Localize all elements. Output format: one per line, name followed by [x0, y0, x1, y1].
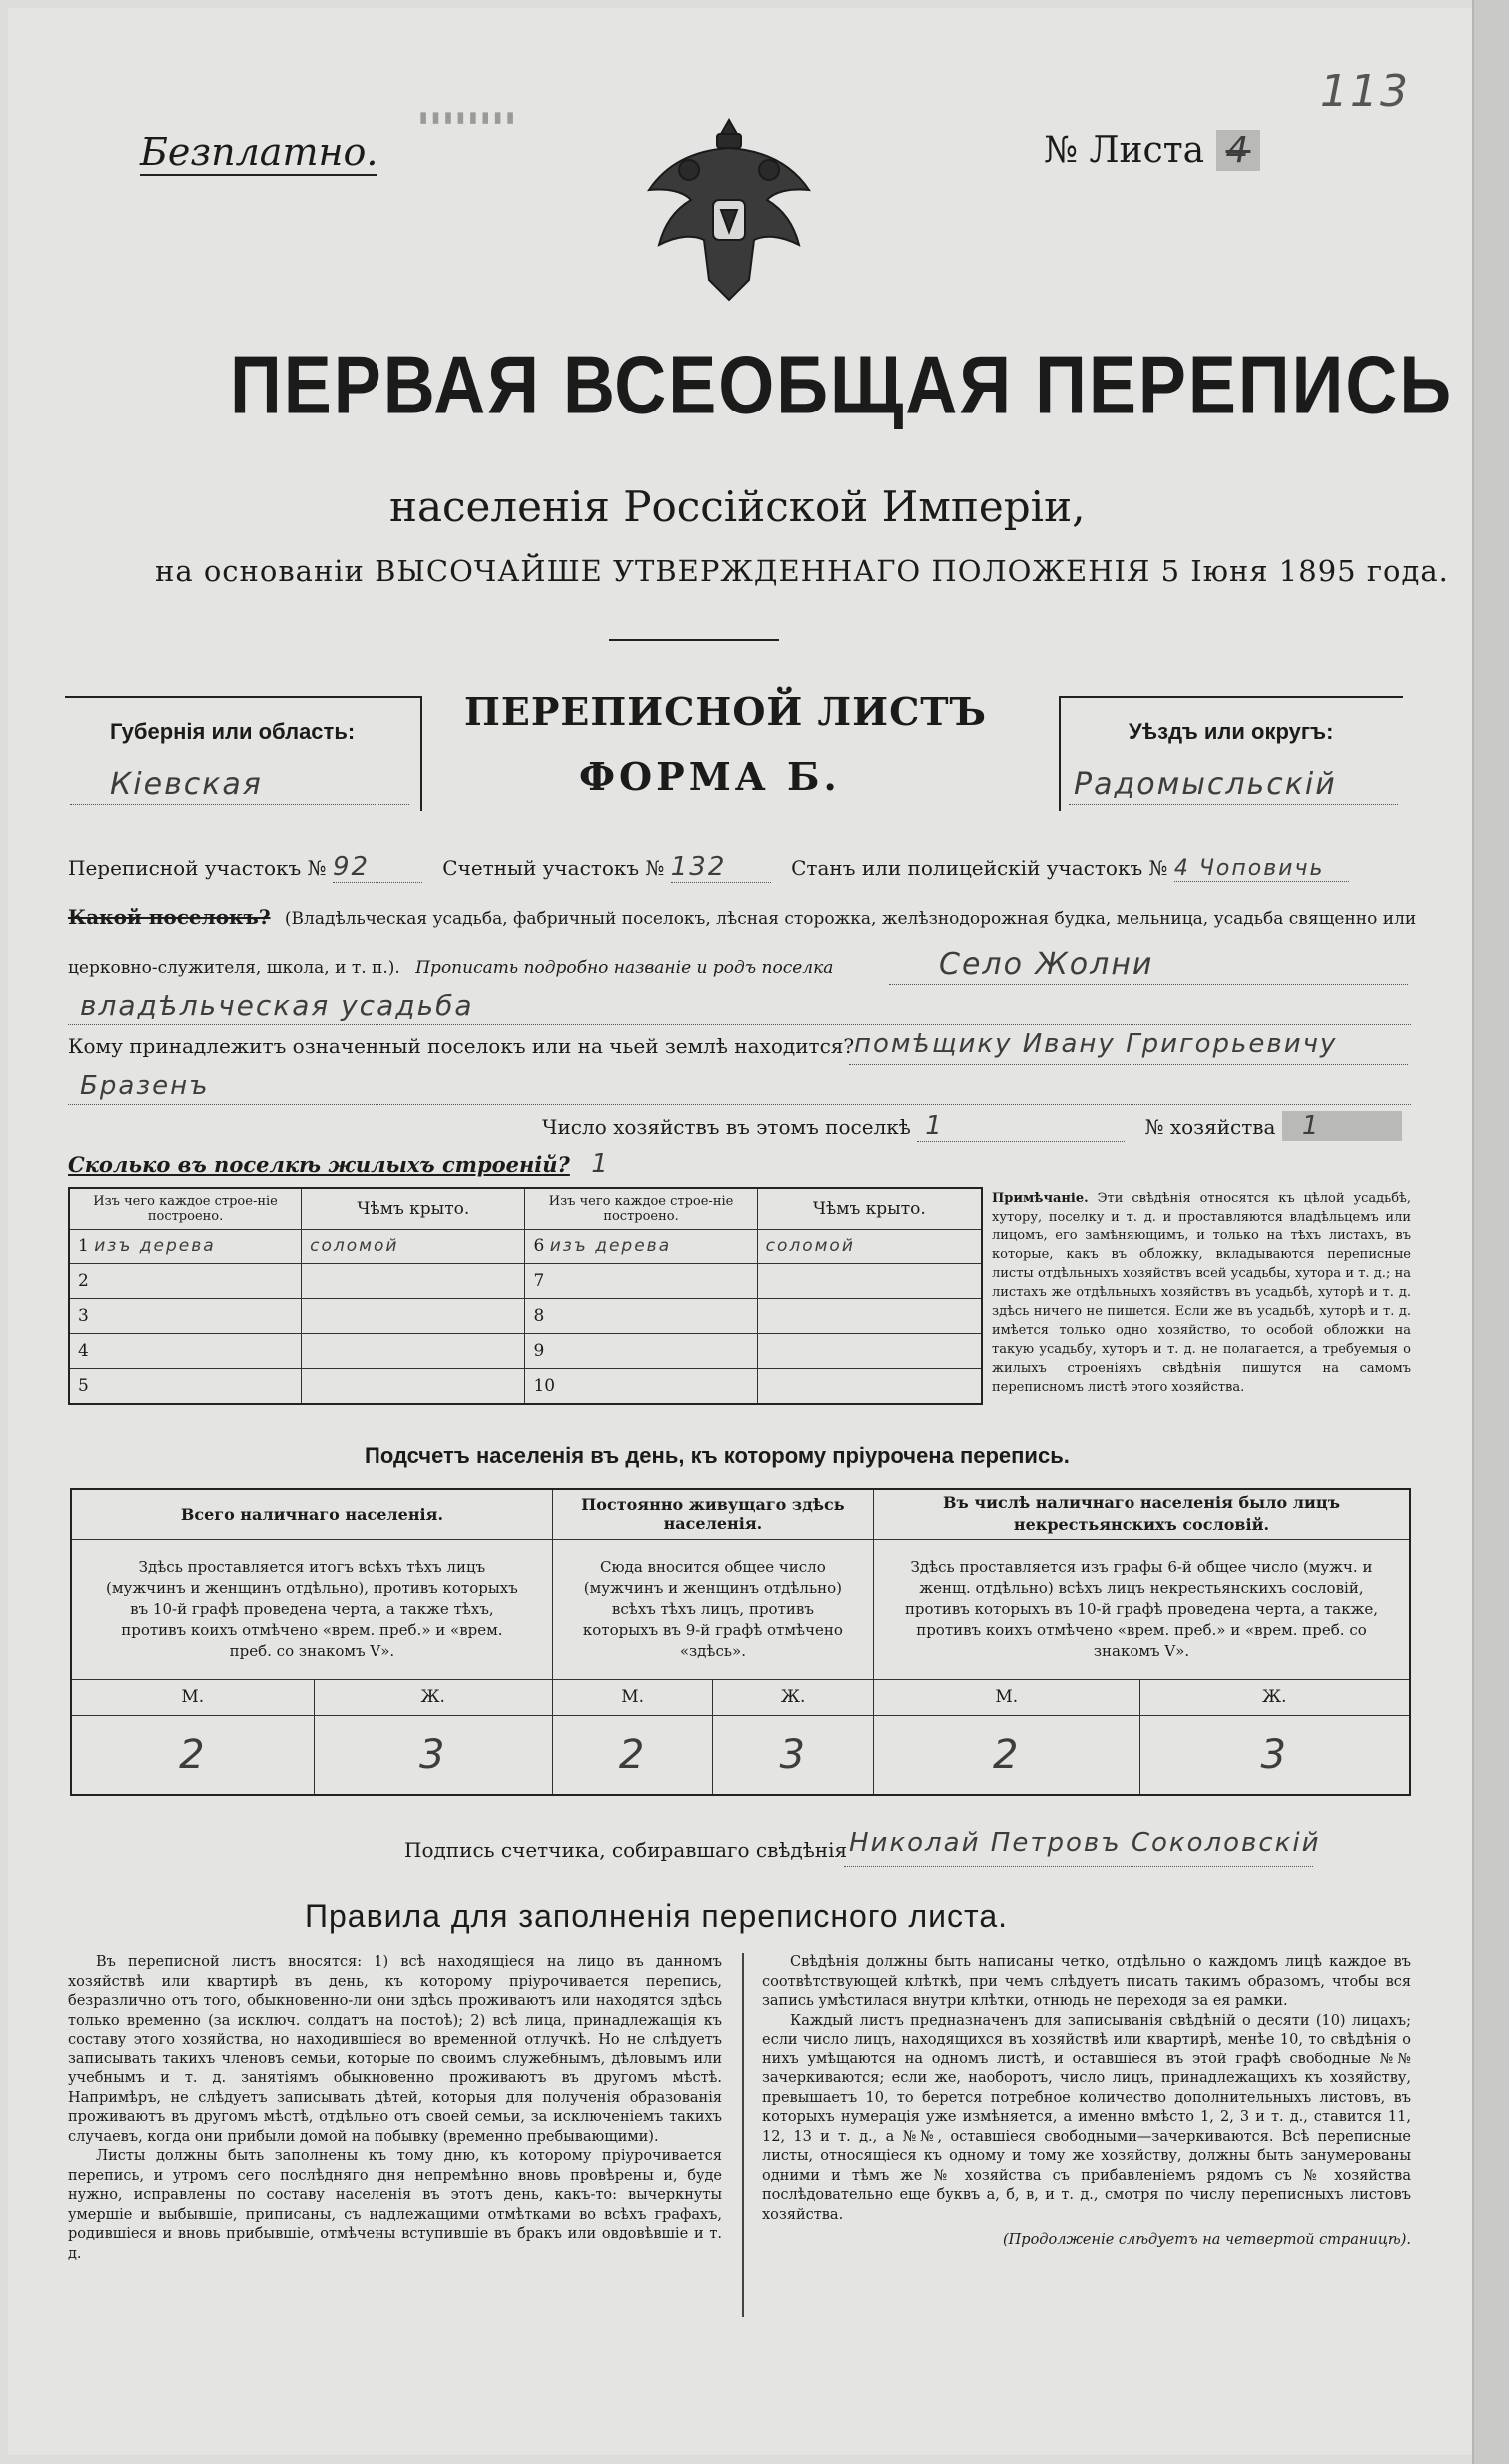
building-material: изъ дерева	[94, 1236, 216, 1256]
uezd-line	[1069, 804, 1398, 805]
district-line: Переписной участокъ № 92 Счетный участокъ № 132 Станъ или полицейскій участокъ № 4 Чоповичь	[68, 852, 1349, 883]
group-total-title: Всего наличнаго населенія.	[71, 1489, 552, 1539]
col-material-left: Изъ чего каждое строе-ніе построено.	[69, 1188, 302, 1230]
ghost-text: ▮ ▮ ▮ ▮ ▮ ▮ ▮ ▮	[419, 109, 515, 126]
population-table: Всего наличнаго населенія. Постоянно живущаго здѣсь населенія. Въ числѣ наличнаго населенія было лицъ некрестьянскихъ сословій. Здѣсь проставляется итогъ всѣхъ тѣхъ лицъ (мужчинъ и женщинъ отдѣльно), противъ которыхъ въ 10-й графѣ проведена черта, а также тѣхъ, противъ коихъ отмѣчено «врем. преб.» и «врем. преб. со знакомъ V». Сюда вносится общее число (мужчинъ и женщинъ отдѣльно) всѣхъ тѣхъ лицъ, противъ которыхъ въ 9-й графѣ отмѣчено «здѣсь». Здѣсь проставляется изъ графы 6-й общее число (мужч. и женщ. отдѣльно) всѣхъ лицъ некрестьянскихъ сословій, противъ которыхъ въ 10-й графѣ проведена черта, а также, противъ коихъ отмѣчено «врем. преб.» и «врем. преб. со знакомъ V». М. Ж. М. Ж. М. Ж. 2 3 2 3 2 3	[70, 1488, 1411, 1796]
rules-right-column	[762, 1953, 1411, 2251]
signature-label: Подпись счетчика, собиравшаго свѣдѣнія	[404, 1838, 848, 1862]
total-female-value: 3	[314, 1715, 552, 1795]
households-value: 1	[917, 1111, 1125, 1142]
uezd-label: Уѣздъ или округъ:	[1129, 719, 1334, 744]
col-roof-right: Чѣмъ крыто.	[757, 1188, 982, 1230]
form-sheet-title: ПЕРЕПИСНОЙ ЛИСТЪ	[464, 689, 987, 734]
signature-line	[844, 1866, 1313, 1867]
signature-value: Николай Петровъ Соколовскій	[849, 1828, 1321, 1858]
population-heading: Подсчетъ населенія въ день, къ которому пріурочена перепись.	[365, 1443, 1070, 1468]
free-label: Безплатно.	[140, 130, 378, 174]
settlement-type-line	[68, 1024, 1411, 1025]
rules-left-paragraph-1: Въ переписной листъ вносятся: 1) всѣ находящіеся на лицо въ данномъ хозяйствѣ или квартирѣ въ день, къ которому пріурочивается перепись, безразлично отъ того, обыкновенно-ли они здѣсь проживаютъ или находятся здѣсь только временно (за исключ. солдатъ на постоѣ); 2) всѣ лица, принадлежащія къ составу этого хозяйства, но находившіеся во временной отлучкѣ. Но не слѣдуетъ записывать такихъ членовъ семьи, которые по своимъ служебнымъ, дѣловымъ или учебнымъ и т. д. занятіямъ обыкновенно проживаютъ въ другомъ мѣстѣ. Напримѣръ, не слѣдуетъ записывать дѣтей, которыя для полученія образованія проживаютъ въ другомъ мѣстѣ, отдѣльно отъ своей семьи, за исключеніемъ такихъ случаевъ, когда они прибыли домой на побывку (временно пребывающими).	[68, 1954, 722, 2145]
sheet-number-value: 4	[1216, 130, 1261, 171]
buildings-question: Сколько въ поселкѣ жилыхъ строеній? 1	[68, 1149, 610, 1179]
owner-value: помѣщику Ивану Григорьевичу	[854, 1029, 1338, 1059]
rules-continued-note: (Продолженіе слѣдуетъ на четвертой страницѣ).	[1002, 2232, 1411, 2248]
page-title: ПЕРВАЯ ВСЕОБЩАЯ ПЕРЕПИСЬ	[230, 340, 1454, 431]
nonpeasant-male-value: 2	[873, 1715, 1139, 1795]
count-area-value: 132	[671, 852, 771, 883]
building-roof: соломой	[302, 1230, 525, 1264]
total-male-value: 2	[71, 1715, 314, 1795]
guberniya-line	[70, 804, 409, 805]
guberniya-value: Кіевская	[110, 767, 263, 802]
settlement-name-line	[889, 984, 1408, 985]
households-line: Число хозяйствъ въ этомъ поселкѣ 1 № хозяйства 1	[542, 1111, 1402, 1142]
rules-column-divider	[742, 1953, 744, 2317]
table-row: 2 7	[69, 1264, 982, 1299]
guberniya-label: Губернія или область:	[110, 719, 356, 744]
owner-value-2: Бразенъ	[80, 1071, 210, 1101]
owner-line	[849, 1064, 1408, 1065]
owner-label: Кому принадлежитъ означенный поселокъ или на чьей землѣ находится?	[68, 1034, 855, 1058]
owner-line-2	[68, 1104, 1411, 1105]
rules-right-paragraph-2: Каждый листъ предназначенъ для записыванія свѣдѣній о десяти (10) лицахъ; если число лицъ, находящихся въ хозяйствѣ или квартирѣ, менѣе 10, то свѣдѣнія о нихъ умѣщаются на одномъ листѣ, и оставшіеся въ этой графѣ свободные №№ зачеркиваются; если же, наоборотъ, число лицъ, принадлежащихъ къ хозяйству, превышаетъ 10, то берется потребное количество дополнительныхъ листовъ, въ которыхъ нумерація уже измѣняется, а именно вмѣсто 1, 2, 3 и т. д., ставится 11, 12, 13 и т. д., а №№, оставшіеся свободными—зачеркиваются. Всѣ переписные листы, относящіеся къ одному и тому же хозяйству, должны быть занумерованы одними и тѣмъ же № хозяйства съ прибавленіемъ рядомъ съ № хозяйства послѣдовательно еще буквъ а, б, в, и т. д., смотря по числу переписныхъ листовъ хозяйства.	[762, 2012, 1411, 2223]
rules-left-paragraph-2: Листы должны быть заполнены къ тому дню, къ которому пріурочивается перепись, и утромъ сего послѣдняго дня непремѣнно вновь провѣрены и, буде нужно, исправлены по составу населенія въ этотъ день, какъ-то: вычеркнуты умершіе и выбывшіе, приписаны, съ надлежащими отмѣтками во всѣхъ графахъ, родившіеся и вновь прибывшіе, отмѣчены вступившіе въ бракъ или овдовѣвшіе и т. д.	[68, 2148, 722, 2262]
page-subtitle: населенія Россійской Имперіи,	[389, 482, 1086, 531]
paper-edge	[1472, 0, 1509, 2464]
note-text: Эти свѣдѣнія относятся къ цѣлой усадьбѣ, хутору, поселку и т. д. и проставляются владѣльцемъ или лицомъ, его замѣняющимъ, и только на тѣхъ листахъ, въ которые, какъ въ обложку, вкладываются переписные листы отдѣльныхъ хозяйствъ всей усадьбы, хутора и т. д.; на листахъ же отдѣльныхъ хозяйствъ въ усадьбѣ, хуторѣ и т. д. здѣсь ничего не пишется. Если же въ усадьбѣ, хуторѣ и т. д. имѣется только одно хозяйство, то особой обложки на такую усадьбу, хуторъ и т. д. не полагается, а требуемыя о жилыхъ строеніяхъ свѣдѣнія пишутся на самомъ переписномъ листѣ этого хозяйства.	[992, 1191, 1411, 1395]
settlement-type-value: владѣльческая усадьба	[80, 989, 474, 1022]
rules-left-column	[68, 1953, 722, 2264]
group-permanent-desc: Сюда вносится общее число (мужчинъ и женщинъ отдѣльно) всѣхъ тѣхъ лицъ, противъ которыхъ въ 9-й графѣ отмѣчено «здѣсь».	[552, 1539, 873, 1679]
group-permanent-title: Постоянно живущаго здѣсь населенія.	[552, 1489, 873, 1539]
group-nonpeasant-desc: Здѣсь проставляется изъ графы 6-й общее число (мужч. и женщ. отдѣльно) всѣхъ лицъ некрестьянскихъ сословій, противъ которыхъ въ 10-й графѣ проведена черта, а также, противъ коихъ отмѣчено «врем. преб.» и «врем. преб. со знакомъ V».	[873, 1539, 1410, 1679]
table-row: 5 10	[69, 1369, 982, 1405]
group-nonpeasant-title: Въ числѣ наличнаго населенія было лицъ некрестьянскихъ сословій.	[873, 1489, 1410, 1539]
uezd-value: Радомысльскій	[1074, 767, 1337, 802]
rules-right-paragraph-1: Свѣдѣнія должны быть написаны четко, отдѣльно о каждомъ лицѣ каждое въ соотвѣтствующей клѣткѣ, при чемъ слѣдуетъ писать такимъ образомъ, чтобы вся запись умѣстилася внутри клѣтки, отнюдь не переходя за ея рамки.	[762, 1954, 1411, 2009]
title-divider	[609, 639, 779, 641]
sheet-number-label: № Листа 4	[1044, 130, 1260, 171]
note-block	[992, 1189, 1411, 1397]
building-material: изъ дерева	[549, 1236, 672, 1256]
archive-number: 113	[1320, 66, 1410, 117]
form-type: ФОРМА Б.	[579, 754, 841, 799]
col-roof-left: Чѣмъ крыто.	[302, 1188, 525, 1230]
buildings-value: 1	[591, 1149, 610, 1179]
police-area-value: 4 Чоповичь	[1174, 856, 1349, 882]
table-row: 1 изъ дерева соломой 6 изъ дерева соломой	[69, 1230, 982, 1264]
census-area-value: 92	[333, 852, 422, 883]
buildings-table	[68, 1187, 983, 1405]
rules-title: Правила для заполненія переписного листа.	[305, 1898, 1008, 1934]
permanent-female-value: 3	[713, 1715, 874, 1795]
table-row: 3 8	[69, 1299, 982, 1334]
settlement-question-line: Какой поселокъ? (Владѣльческая усадьба, фабричный поселокъ, лѣсная сторожка, желѣзнодорожная будка, мельница, усадьба священно или	[68, 905, 1417, 929]
col-material-right: Изъ чего каждое строе-ніе построено.	[525, 1188, 757, 1230]
note-title: Примѣчаніе.	[992, 1191, 1089, 1206]
building-roof: соломой	[757, 1230, 982, 1264]
settlement-hint-line2: церковно-служителя, школа, и т. п.). Прописать подробно названіе и родъ поселка	[68, 958, 834, 978]
decree-line: на основаніи ВЫСОЧАЙШЕ УТВЕРЖДЕННАГО ПОЛОЖЕНІЯ 5 Іюня 1895 года.	[155, 554, 1449, 588]
group-total-desc: Здѣсь проставляется итогъ всѣхъ тѣхъ лицъ (мужчинъ и женщинъ отдѣльно), противъ которыхъ въ 10-й графѣ проведена черта, а также тѣхъ, противъ коихъ отмѣчено «врем. преб.» и «врем. преб. со знакомъ V».	[71, 1539, 552, 1679]
nonpeasant-female-value: 3	[1139, 1715, 1410, 1795]
household-number-value: 1	[1282, 1111, 1402, 1141]
settlement-name-value: Село Жолни	[939, 947, 1154, 982]
table-row: 4 9	[69, 1334, 982, 1369]
coat-of-arms-icon	[629, 100, 829, 320]
permanent-male-value: 2	[552, 1715, 713, 1795]
